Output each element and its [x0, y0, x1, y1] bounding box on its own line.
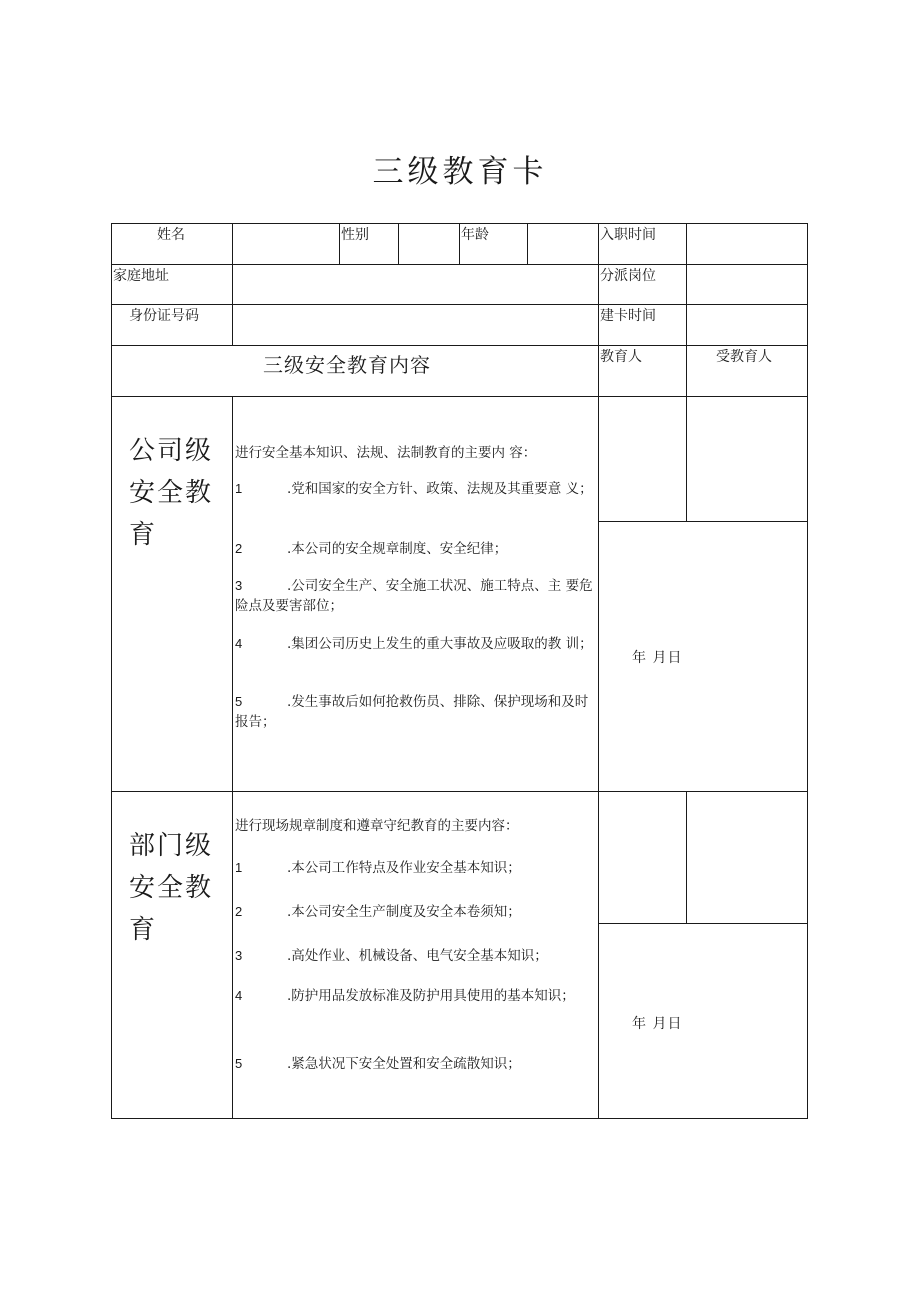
- company-level-date: 年 月日: [632, 650, 683, 666]
- company-level-intro: 进行安全基本知识、法规、法制教育的主要内 容：: [235, 445, 537, 461]
- department-level-intro: 进行现场规章制度和遵章守纪教育的主要内容：: [235, 818, 519, 834]
- item-number: 3: [235, 578, 243, 593]
- department-level-label: [129, 825, 229, 951]
- list-item: [235, 576, 599, 616]
- col-divider: [686, 223, 687, 397]
- item-text: .高处作业、机械设备、电气安全基本知识；: [287, 948, 548, 964]
- item-text: .本公司的安全规章制度、安全纪律；: [287, 541, 508, 557]
- item-number: 1: [235, 481, 243, 496]
- item-text: .公司安全生产、安全施工状况、施工特点、主 要危险点及要害部位；: [235, 578, 593, 614]
- row-divider: [111, 304, 808, 305]
- item-number: 4: [235, 988, 243, 1003]
- id-number-label: 身份证号码: [129, 308, 199, 324]
- item-number: 2: [235, 904, 243, 919]
- col-divider: [232, 223, 233, 346]
- label-line: 安全教: [129, 873, 214, 903]
- age-label: 年龄: [461, 227, 489, 243]
- item-text: .党和国家的安全方针、政策、法规及其重要意 义；: [287, 481, 593, 497]
- col-divider: [339, 223, 340, 265]
- row-divider: [111, 345, 808, 346]
- col-divider: [686, 791, 687, 924]
- address-label: 家庭地址: [113, 268, 169, 284]
- table-border-top: [111, 223, 808, 224]
- list-item: [235, 692, 599, 732]
- col-divider: [598, 223, 599, 1119]
- list-item: [235, 946, 599, 966]
- company-level-label: [129, 430, 229, 556]
- row-divider: [111, 791, 808, 792]
- item-number: 4: [235, 636, 243, 651]
- label-line: 公司级: [129, 436, 214, 466]
- page-title: 三级教育卡: [372, 154, 548, 190]
- card-date-label: 建卡时间: [600, 308, 656, 324]
- label-line: 育: [129, 520, 158, 550]
- col-divider: [686, 396, 687, 522]
- list-item: [235, 858, 599, 878]
- list-item: [235, 634, 599, 654]
- list-item: [235, 479, 599, 499]
- item-number: 5: [235, 1056, 243, 1071]
- label-line: 安全教: [129, 478, 214, 508]
- row-divider: [111, 264, 808, 265]
- content-section-title: 三级安全教育内容: [263, 353, 431, 377]
- list-item: [235, 1054, 599, 1074]
- item-text: .发生事故后如何抢救伤员、排除、保护现场和及时报告；: [235, 694, 589, 730]
- label-line: 育: [129, 915, 158, 945]
- list-item: [235, 539, 599, 559]
- row-divider: [598, 923, 808, 924]
- col-divider: [232, 396, 233, 1119]
- educatee-label: 受教育人: [716, 349, 772, 365]
- item-number: 2: [235, 541, 243, 556]
- item-text: .紧急状况下安全处置和安全疏散知识；: [287, 1056, 521, 1072]
- item-text: .集团公司历史上发生的重大事故及应吸取的教 训；: [287, 636, 593, 652]
- label-line: 部门级: [129, 831, 214, 861]
- item-number: 3: [235, 948, 243, 963]
- hire-date-label: 入职时间: [600, 227, 656, 243]
- educator-label: 教育人: [600, 349, 642, 365]
- gender-label: 性别: [341, 227, 369, 243]
- col-divider: [459, 223, 460, 265]
- item-text: .防护用品发放标准及防护用具使用的基本知识；: [287, 988, 575, 1004]
- table-border-right: [807, 223, 808, 1119]
- item-number: 1: [235, 860, 243, 875]
- item-number: 5: [235, 694, 243, 709]
- col-divider: [398, 223, 399, 265]
- row-divider: [598, 521, 808, 522]
- table-border-left: [111, 223, 112, 1119]
- item-text: .本公司安全生产制度及安全本卷须知；: [287, 904, 521, 920]
- list-item: [235, 902, 599, 922]
- name-label: 姓名: [157, 227, 185, 243]
- department-level-date: 年 月日: [632, 1016, 683, 1032]
- post-label: 分派岗位: [600, 268, 656, 284]
- row-divider: [111, 396, 808, 397]
- list-item: [235, 986, 599, 1006]
- col-divider: [527, 223, 528, 265]
- table-border-bottom: [111, 1118, 808, 1119]
- item-text: .本公司工作特点及作业安全基本知识；: [287, 860, 521, 876]
